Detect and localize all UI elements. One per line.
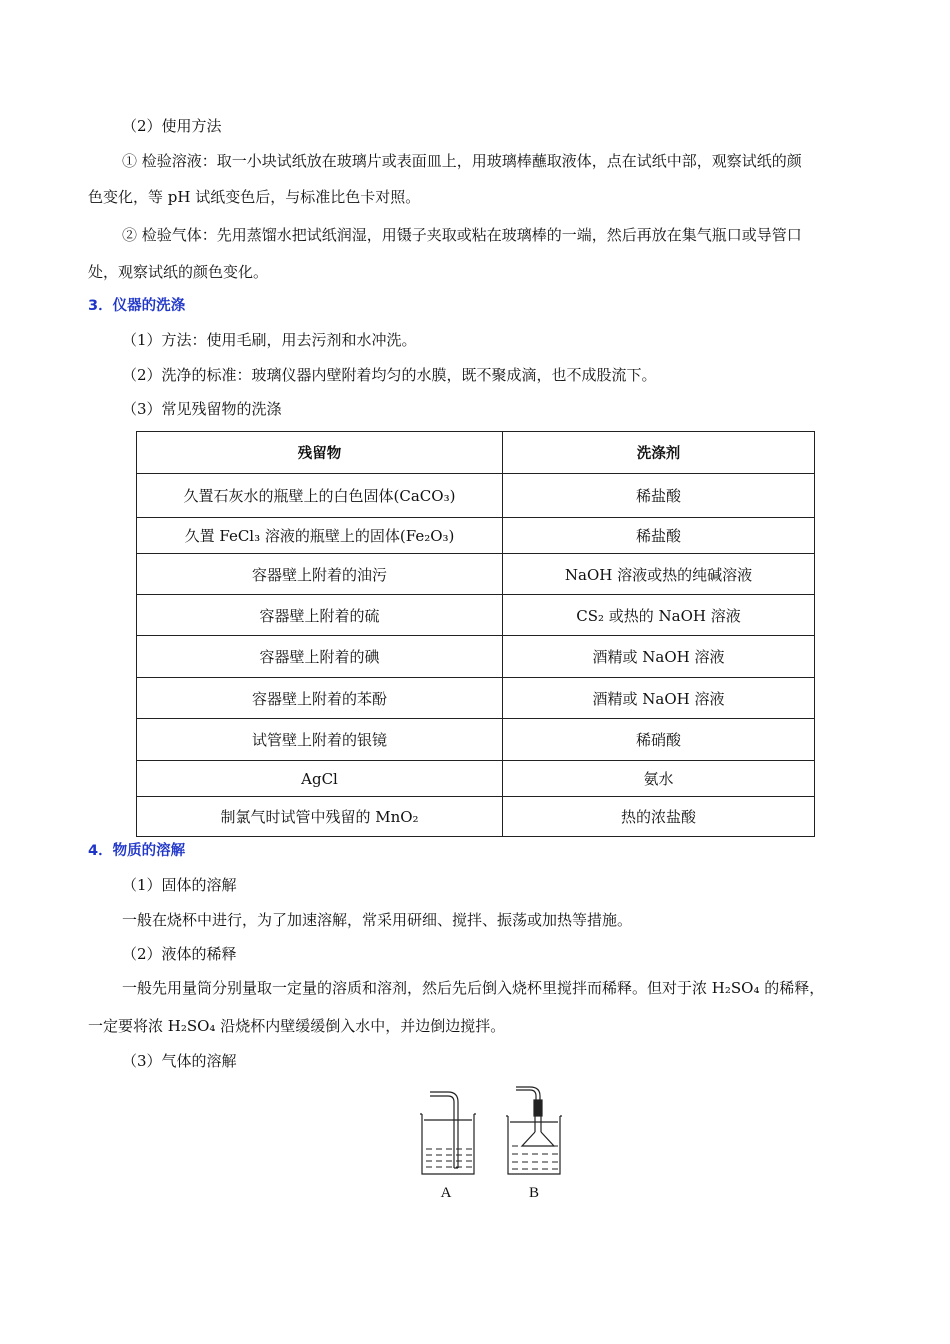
agent-cell: 氨水 [503,761,815,797]
agent-cell: 稀盐酸 [503,518,815,554]
table-header-row [137,432,815,474]
liquid-test-line-2: 色变化，等 pH 试纸变色后，与标准比色卡对照。 [88,188,421,206]
residue-cell: 久置 FeCl₃ 溶液的瓶壁上的固体(Fe₂O₃) [137,518,503,554]
table-row [137,595,815,636]
cleaning-standard: （2）洗净的标准：玻璃仪器内壁附着均匀的水膜，既不聚成滴，也不成股流下。 [122,366,657,384]
table-row [137,554,815,595]
solid-dissolve-text: 一般在烧杯中进行，为了加速溶解，常采用研细、搅拌、振荡或加热等措施。 [122,911,633,929]
table-row [137,719,815,761]
agent-cell: 稀硝酸 [503,719,815,761]
common-residue-title: （3）常见残留物的洗涤 [122,400,282,418]
solid-dissolve-title: （1）固体的溶解 [122,876,237,894]
figure-label-b: B [528,1185,540,1201]
residue-cell: 容器壁上附着的硫 [137,595,503,636]
liquid-test-line-1: ① 检验溶液：取一小块试纸放在玻璃片或表面皿上，用玻璃棒蘸取液体，点在试纸中部，观察试纸的颜 [122,152,802,170]
table-row [137,797,815,837]
header-residue: 残留物 [137,432,503,474]
gas-test-line-2: 处，观察试纸的颜色变化。 [88,263,269,281]
gas-dissolving-figure [412,1084,572,1206]
table-row [137,761,815,797]
residue-cell: 试管壁上附着的银镜 [137,719,503,761]
residue-table [136,431,815,837]
agent-cell: NaOH 溶液或热的纯碱溶液 [503,554,815,595]
liquid-dilution-title: （2）液体的稀释 [122,945,237,963]
beaker-a [420,1092,476,1174]
liquid-dilution-text-1: 一般先用量筒分别量取一定量的溶质和溶剂，然后先后倒入烧杯里搅拌而稀释。但对于浓 H₂SO₄ 的稀释， [122,979,825,997]
agent-cell: 酒精或 NaOH 溶液 [503,636,815,678]
section3-heading: 3．仪器的洗涤 [88,298,186,314]
agent-cell: 热的浓盐酸 [503,797,815,837]
table-row [137,636,815,678]
table-row [137,518,815,554]
residue-cell: AgCl [137,761,503,797]
agent-cell: 稀盐酸 [503,474,815,518]
cleaning-method: （1）方法：使用毛刷，用去污剂和水冲洗。 [122,331,417,349]
agent-cell: 酒精或 NaOH 溶液 [503,678,815,719]
residue-cell: 容器壁上附着的碘 [137,636,503,678]
header-agent: 洗涤剂 [503,432,815,474]
residue-cell: 久置石灰水的瓶壁上的白色固体(CaCO₃) [137,474,503,518]
gas-dissolve-title: （3）气体的溶解 [122,1052,237,1070]
beaker-b [506,1087,562,1174]
usage-title: （2）使用方法 [122,117,222,135]
gas-test-line-1: ② 检验气体：先用蒸馏水把试纸润湿，用镊子夹取或粘在玻璃棒的一端，然后再放在集气瓶口或导管口 [122,226,802,244]
table-row [137,474,815,518]
residue-cell: 制氯气时试管中残留的 MnO₂ [137,797,503,837]
liquid-dilution-text-2: 一定要将浓 H₂SO₄ 沿烧杯内壁缓缓倒入水中，并边倒边搅拌。 [88,1017,506,1035]
table-row [137,678,815,719]
section4-heading: 4．物质的溶解 [88,843,186,859]
agent-cell: CS₂ 或热的 NaOH 溶液 [503,595,815,636]
figure-label-a: A [440,1185,452,1201]
residue-cell: 容器壁上附着的苯酚 [137,678,503,719]
residue-cell: 容器壁上附着的油污 [137,554,503,595]
